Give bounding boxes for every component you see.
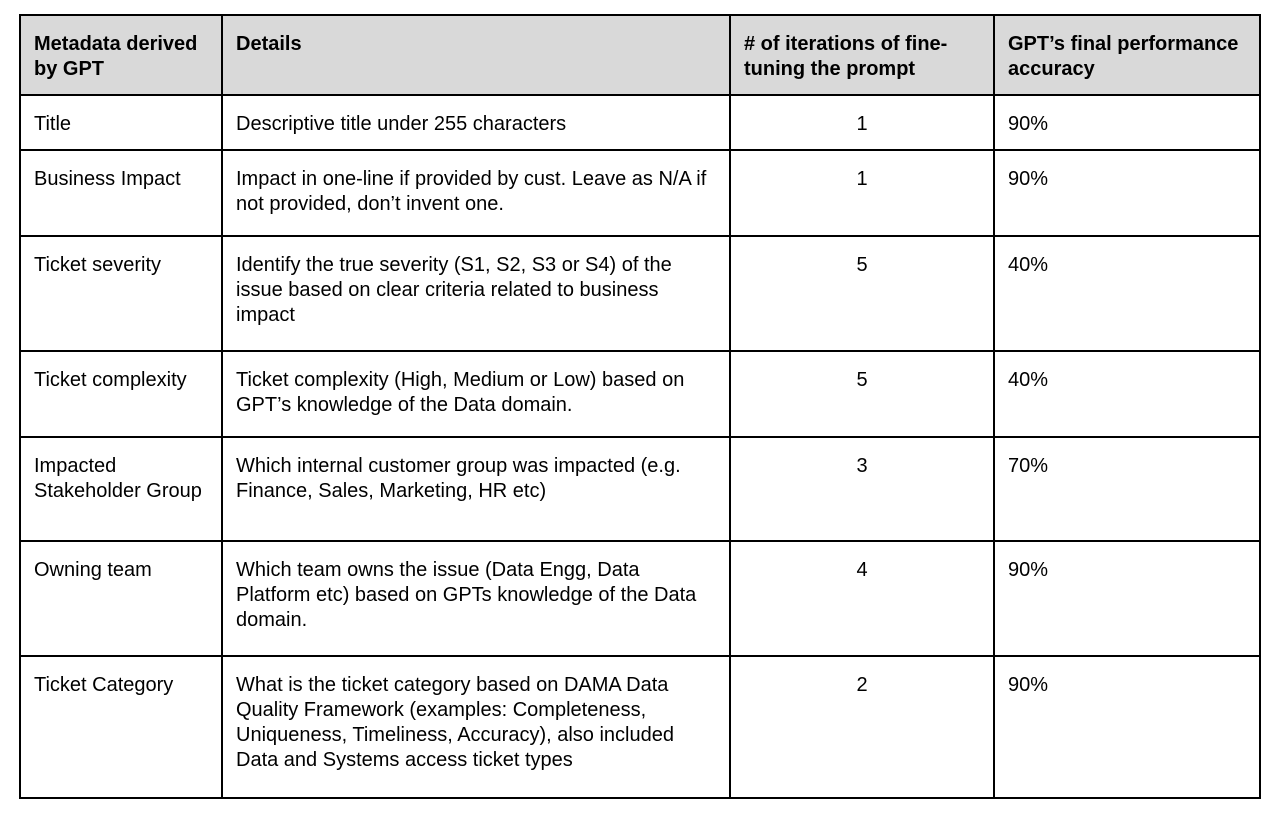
cell-details: What is the ticket category based on DAMA Data Quality Framework (examples: Completeness, Uniqueness, Timeliness, Accuracy), also included Data and Systems access ticket types <box>222 656 730 798</box>
cell-accuracy: 90% <box>994 541 1260 656</box>
cell-accuracy: 90% <box>994 95 1260 150</box>
cell-metadata: Title <box>20 95 222 150</box>
cell-metadata: Ticket complexity <box>20 351 222 437</box>
cell-accuracy: 70% <box>994 437 1260 541</box>
cell-metadata: Ticket severity <box>20 236 222 351</box>
cell-details: Impact in one-line if provided by cust. Leave as N/A if not provided, don’t invent one. <box>222 150 730 236</box>
cell-accuracy: 40% <box>994 236 1260 351</box>
cell-iterations: 1 <box>730 150 994 236</box>
cell-accuracy: 40% <box>994 351 1260 437</box>
table-row <box>20 541 1260 656</box>
cell-metadata: Impacted Stakeholder Group <box>20 437 222 541</box>
cell-iterations: 1 <box>730 95 994 150</box>
cell-iterations: 5 <box>730 351 994 437</box>
table-row <box>20 351 1260 437</box>
cell-details: Which team owns the issue (Data Engg, Data Platform etc) based on GPTs knowledge of the Data domain. <box>222 541 730 656</box>
cell-iterations: 3 <box>730 437 994 541</box>
cell-accuracy: 90% <box>994 656 1260 798</box>
table-row <box>20 150 1260 236</box>
table-row <box>20 236 1260 351</box>
cell-iterations: 2 <box>730 656 994 798</box>
header-metadata: Metadata derived by GPT <box>20 15 222 95</box>
cell-details: Identify the true severity (S1, S2, S3 or S4) of the issue based on clear criteria related to business impact <box>222 236 730 351</box>
header-details: Details <box>222 15 730 95</box>
cell-metadata: Ticket Category <box>20 656 222 798</box>
cell-metadata: Business Impact <box>20 150 222 236</box>
cell-details: Ticket complexity (High, Medium or Low) based on GPT’s knowledge of the Data domain. <box>222 351 730 437</box>
table-row <box>20 437 1260 541</box>
cell-iterations: 4 <box>730 541 994 656</box>
table-row <box>20 95 1260 150</box>
metadata-table <box>19 14 1261 799</box>
cell-metadata: Owning team <box>20 541 222 656</box>
header-row <box>20 15 1260 95</box>
table-row <box>20 656 1260 798</box>
cell-details: Descriptive title under 255 characters <box>222 95 730 150</box>
cell-details: Which internal customer group was impacted (e.g. Finance, Sales, Marketing, HR etc) <box>222 437 730 541</box>
cell-iterations: 5 <box>730 236 994 351</box>
cell-accuracy: 90% <box>994 150 1260 236</box>
header-accuracy: GPT’s final performance accuracy <box>994 15 1260 95</box>
header-iterations: # of iterations of fine-tuning the prompt <box>730 15 994 95</box>
